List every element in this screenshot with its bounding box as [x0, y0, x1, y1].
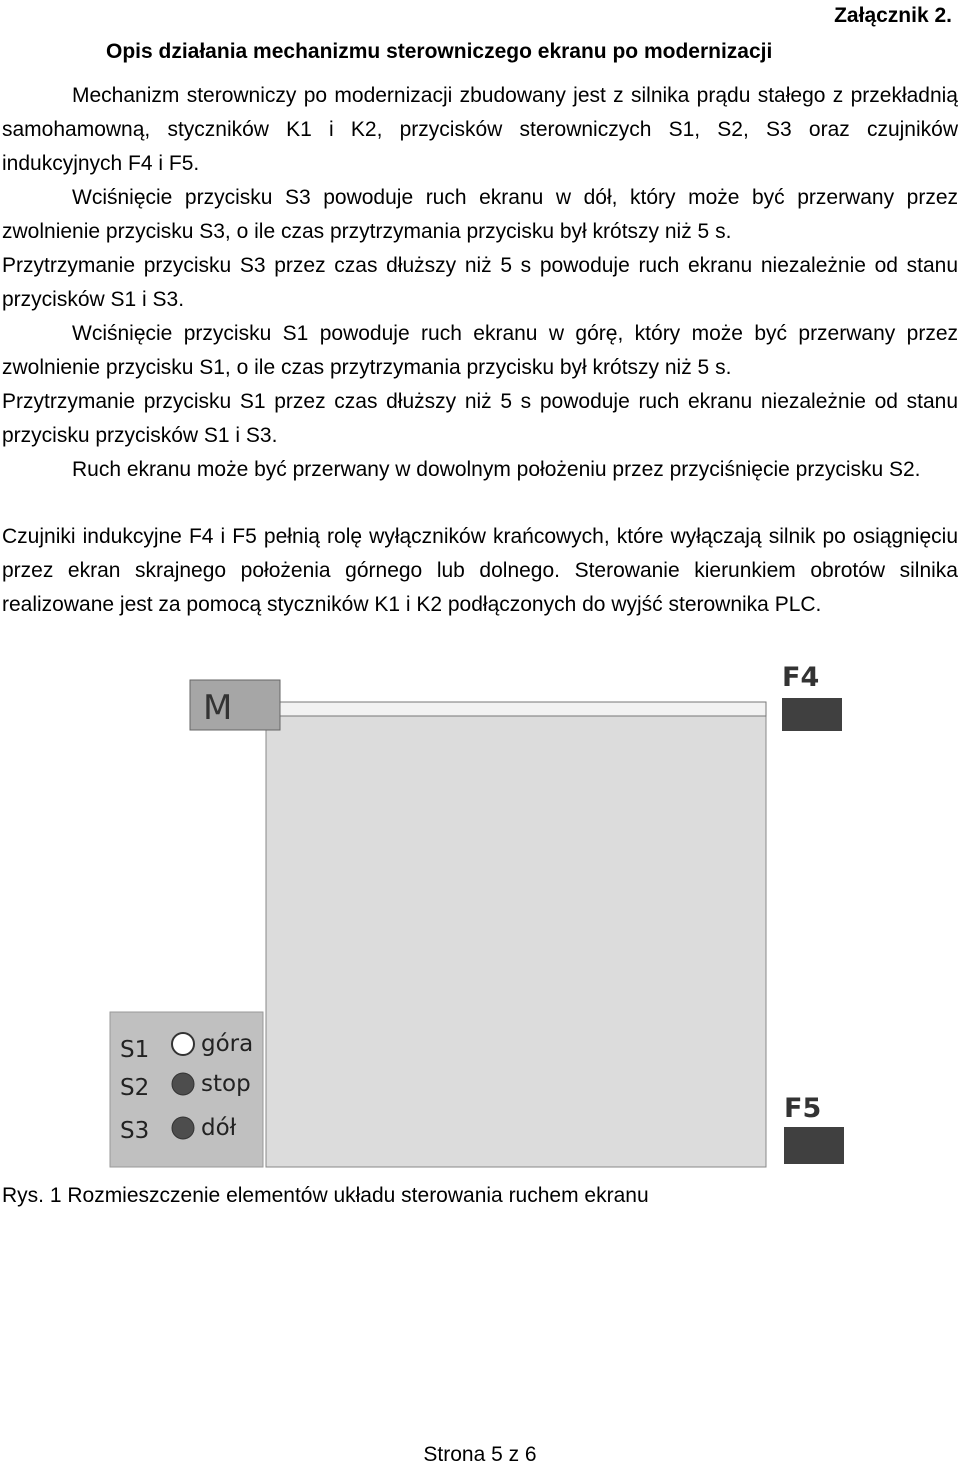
page-number: Strona 5 z 6	[423, 1443, 537, 1466]
button-s2-stop	[172, 1073, 194, 1095]
attachment-label: Załącznik 2.	[834, 4, 952, 27]
button-s1-up	[172, 1033, 194, 1055]
button-s1-id: S1	[120, 1037, 150, 1063]
screen-diagram	[0, 650, 960, 1175]
button-s3-down	[172, 1117, 194, 1139]
paragraph-s1-hold: Przytrzymanie przycisku S1 przez czas dłuższy niż 5 s powoduje ruch ekranu niezależnie od stanu przycisku przycisków S1 i S3.	[2, 390, 958, 447]
sensor-f4-block	[782, 698, 842, 731]
figure-caption: Rys. 1 Rozmieszczenie elementów układu sterowania ruchem ekranu	[2, 1184, 649, 1207]
paragraph-mechanism: Mechanizm sterowniczy po modernizacji zbudowany jest z silnika prądu stałego z przekładnią samohamowną, styczników K1 i K2, przycisków sterowniczych S1, S2, S3 oraz czujników indukcyjnych F4 i F5.	[2, 84, 958, 175]
screen-roller	[280, 702, 766, 716]
sensor-f4	[782, 662, 842, 731]
sensor-f5-block	[784, 1127, 844, 1164]
motor-label: M	[203, 688, 233, 728]
document-title: Opis działania mechanizmu sterowniczego ekranu po modernizacji	[106, 40, 773, 63]
paragraph-s1-press: Wciśnięcie przycisku S1 powoduje ruch ekranu w górę, który może być przerwany przez zwolnienie przycisku S1, o ile czas przytrzymania przycisku był krótszy niż 5 s.	[2, 322, 958, 379]
control-panel	[110, 1012, 263, 1167]
button-s2-label: stop	[201, 1071, 251, 1097]
paragraph-s3-press: Wciśnięcie przycisku S3 powoduje ruch ekranu w dół, który może być przerwany przez zwolnienie przycisku S3, o ile czas przytrzymania przycisku był krótszy niż 5 s.	[2, 186, 958, 243]
sensor-f4-label: F4	[782, 662, 820, 693]
button-s1-label: góra	[201, 1031, 254, 1057]
sensor-f5	[784, 1093, 844, 1164]
paragraph-s3-hold: Przytrzymanie przycisku S3 przez czas dłuższy niż 5 s powoduje ruch ekranu niezależnie od stanu przycisków S1 i S3.	[2, 254, 958, 311]
button-s3-label: dół	[201, 1115, 237, 1141]
sensor-f5-label: F5	[784, 1093, 822, 1124]
motor	[190, 680, 280, 730]
paragraph-sensors: Czujniki indukcyjne F4 i F5 pełnią rolę wyłączników krańcowych, które wyłączają silnik po osiągnięciu przez ekran skrajnego położenia górnego lub dolnego. Sterowanie kierunkiem obrotów silnika realizowane jest za pomocą styczników K1 i K2 podłączonych do wyjść sterownika PLC.	[2, 525, 958, 616]
button-s2-id: S2	[120, 1075, 150, 1101]
projection-screen	[266, 710, 766, 1167]
button-s3-id: S3	[120, 1118, 150, 1144]
paragraph-s2-stop: Ruch ekranu może być przerwany w dowolnym położeniu przez przyciśnięcie przycisku S2.	[72, 458, 921, 481]
